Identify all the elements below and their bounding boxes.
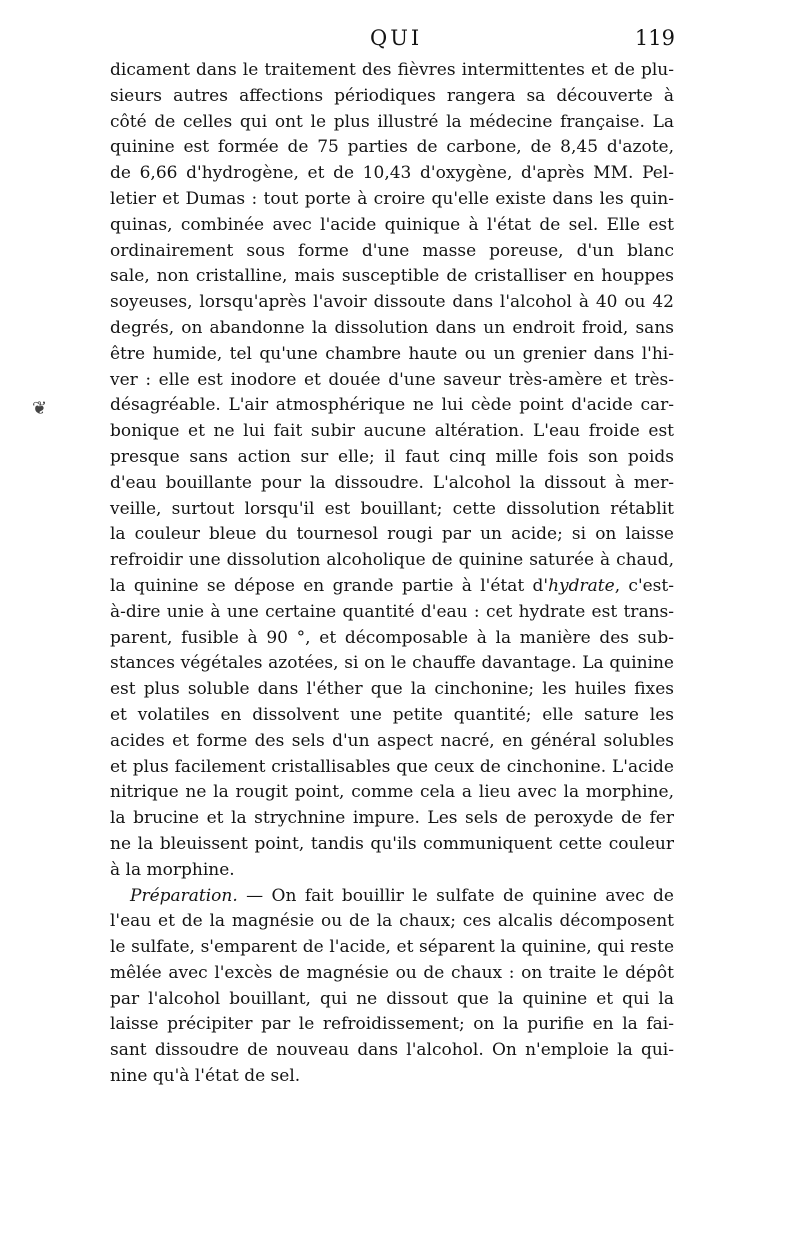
text-line: nitrique ne la rougit point, comme cela a lieu avec la morphine, [110,782,674,803]
text-line: l'eau et de la magnésie ou de la chaux; ces alcalis décomposent [110,911,674,932]
text-line: ordinairement sous forme d'une masse poreuse, d'un blanc [110,240,674,261]
text-line: côté de celles qui ont le plus illustré la médecine française. La [110,111,674,132]
text-line: sale, non cristalline, mais susceptible de cristalliser en houppes [110,266,674,287]
body-text [110,58,674,1090]
text-line: laisse précipiter par le refroidissement; on la purifie en la fai- [110,1014,674,1035]
text-line: la couleur bleue du tournesol rougi par un acide; si on laisse [110,524,674,545]
text-line: dicament dans le traitement des fièvres intermittentes et de plu- [110,60,674,80]
text-line: le sulfate, s'emparent de l'acide, et séparent la quinine, qui reste [110,937,674,958]
margin-ornament-icon: ❦ [32,398,48,419]
text-line: sant dissoudre de nouveau dans l'alcohol. On n'emploie la qui- [110,1040,674,1061]
text-line: d'eau bouillante pour la dissoudre. L'alcohol la dissout à mer- [110,472,674,493]
text-line: ver : elle est inodore et douée d'une saveur très-amère et très- [110,369,674,390]
text-line: quinine est formée de 75 parties de carbone, de 8,45 d'azote, [110,137,674,158]
text-line: stances végétales azotées, si on le chauffe davantage. La quinine [110,653,674,674]
text-line: mêlée avec l'excès de magnésie ou de chaux : on traite le dépôt [110,962,674,983]
page-header [110,26,685,56]
text-line: degrés, on abandonne la dissolution dans un endroit froid, sans [110,317,674,338]
text-line: letier et Dumas : tout porte à croire qu'elle existe dans les quin- [110,188,674,209]
italic-term: Préparation. [130,885,238,906]
text-run: la quinine se dépose en grande partie à l'état d' [110,575,549,596]
text-line: refroidir une dissolution alcoholique de quinine saturée à chaud, [110,550,674,571]
text-line: à-dire unie à une certaine quantité d'eau : cet hydrate est trans- [110,601,674,622]
text-line [110,884,674,910]
italic-term: hydrate [548,575,615,596]
text-line: soyeuses, lorsqu'après l'avoir dissoute dans l'alcohol à 40 ou 42 [110,292,674,313]
text-line: acides et forme des sels d'un aspect nacré, en général solubles [110,730,674,751]
text-line: de 6,66 d'hydrogène, et de 10,43 d'oxygène, d'après MM. Pel- [110,163,674,184]
text-line [110,574,674,600]
text-line: parent, fusible à 90 °, et décomposable à la manière des sub- [110,627,674,648]
text-run: , c'est- [614,575,674,596]
text-line: à la morphine. [110,859,235,880]
text-line: et plus facilement cristallisables que ceux de cinchonine. L'acide [110,756,674,777]
running-head: QUI [370,26,423,50]
text-line: nine qu'à l'état de sel. [110,1066,301,1087]
text-line: par l'alcohol bouillant, qui ne dissout que la quinine et qui la [110,988,674,1009]
text-line: ne la bleuissent point, tandis qu'ils communiquent cette couleur [110,833,674,854]
text-line: est plus soluble dans l'éther que la cinchonine; les huiles fixes [110,679,674,700]
page-number: 119 [634,26,675,50]
text-line: désagréable. L'air atmosphérique ne lui cède point d'acide car- [110,395,674,416]
text-line: veille, surtout lorsqu'il est bouillant; cette dissolution rétablit [110,498,674,519]
text-line: la brucine et la strychnine impure. Les sels de peroxyde de fer [110,808,674,829]
text-line: quinas, combinée avec l'acide quinique à l'état de sel. Elle est [110,214,674,235]
text-line: bonique et ne lui fait subir aucune altération. L'eau froide est [110,421,674,442]
text-line: être humide, tel qu'une chambre haute ou un grenier dans l'hi- [110,343,674,364]
text-line: presque sans action sur elle; il faut cinq mille fois son poids [110,446,674,467]
text-line: et volatiles en dissolvent une petite quantité; elle sature les [110,704,674,725]
text-line: sieurs autres affections périodiques rangera sa découverte à [110,85,674,106]
text-run: — On fait bouillir le sulfate de quinine avec de [237,885,674,906]
